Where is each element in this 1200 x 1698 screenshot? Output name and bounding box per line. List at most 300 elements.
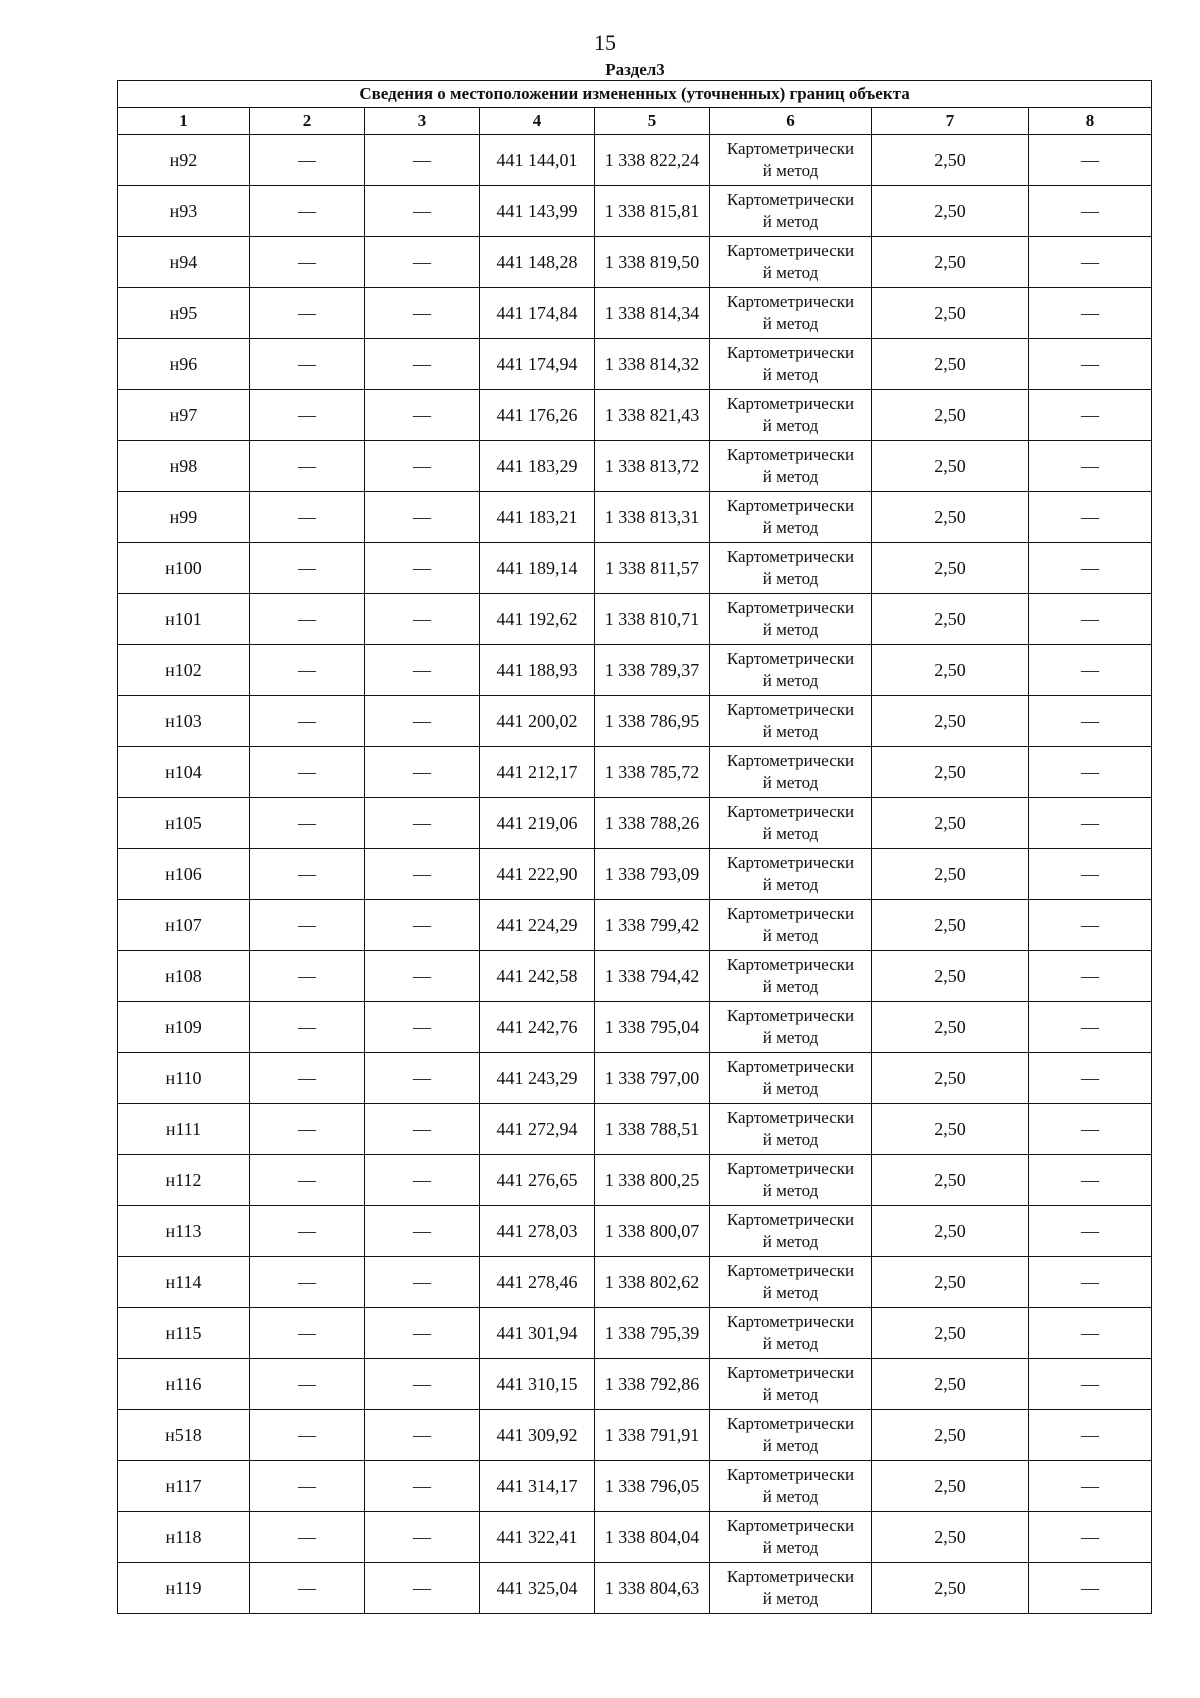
- method-line-2: й метод: [762, 824, 819, 843]
- x-coordinate-cell: 441 143,99: [480, 186, 595, 237]
- column-number: 5: [595, 108, 710, 135]
- method-cell: [710, 1308, 872, 1359]
- column-2-cell: —: [250, 441, 365, 492]
- column-number: 7: [872, 108, 1029, 135]
- method-cell: [710, 849, 872, 900]
- method-line-2: й метод: [762, 314, 819, 333]
- table-caption: Сведения о местоположении измененных (уточненных) границ объекта: [118, 81, 1152, 108]
- method-line-1: Картометрически: [726, 1363, 855, 1382]
- point-name-cell: н95: [118, 288, 250, 339]
- method-line-2: й метод: [762, 1385, 819, 1404]
- precision-cell: 2,50: [872, 288, 1029, 339]
- method-cell: [710, 1155, 872, 1206]
- point-name-cell: н104: [118, 747, 250, 798]
- y-coordinate-cell: 1 338 796,05: [595, 1461, 710, 1512]
- column-3-cell: —: [365, 1563, 480, 1614]
- method-line-2: й метод: [762, 1181, 819, 1200]
- x-coordinate-cell: 441 301,94: [480, 1308, 595, 1359]
- x-coordinate-cell: 441 219,06: [480, 798, 595, 849]
- x-coordinate-cell: 441 148,28: [480, 237, 595, 288]
- column-8-cell: —: [1029, 390, 1152, 441]
- section-title: Раздел3: [605, 60, 665, 79]
- column-3-cell: —: [365, 951, 480, 1002]
- method-cell: [710, 1563, 872, 1614]
- precision-cell: 2,50: [872, 339, 1029, 390]
- method-cell: [710, 288, 872, 339]
- y-coordinate-cell: 1 338 810,71: [595, 594, 710, 645]
- point-name-cell: н109: [118, 1002, 250, 1053]
- method-line-2: й метод: [762, 722, 819, 741]
- method-cell: [710, 1002, 872, 1053]
- method-line-2: й метод: [762, 620, 819, 639]
- method-cell: [710, 135, 872, 186]
- precision-cell: 2,50: [872, 1512, 1029, 1563]
- point-name-cell: н92: [118, 135, 250, 186]
- point-name-cell: н115: [118, 1308, 250, 1359]
- precision-cell: 2,50: [872, 390, 1029, 441]
- x-coordinate-cell: 441 174,94: [480, 339, 595, 390]
- column-number: 2: [250, 108, 365, 135]
- column-3-cell: —: [365, 135, 480, 186]
- table-row: [118, 339, 1152, 390]
- column-3-cell: —: [365, 594, 480, 645]
- column-3-cell: —: [365, 1257, 480, 1308]
- method-line-1: Картометрически: [726, 1108, 855, 1127]
- y-coordinate-cell: 1 338 804,63: [595, 1563, 710, 1614]
- column-8-cell: —: [1029, 135, 1152, 186]
- y-coordinate-cell: 1 338 814,34: [595, 288, 710, 339]
- y-coordinate-cell: 1 338 800,07: [595, 1206, 710, 1257]
- point-name-cell: н101: [118, 594, 250, 645]
- method-line-2: й метод: [762, 875, 819, 894]
- column-8-cell: —: [1029, 849, 1152, 900]
- table-row: [118, 1155, 1152, 1206]
- precision-cell: 2,50: [872, 1461, 1029, 1512]
- method-line-1: Картометрически: [726, 1516, 855, 1535]
- column-2-cell: —: [250, 1563, 365, 1614]
- method-line-1: Картометрически: [726, 649, 855, 668]
- method-line-1: Картометрически: [726, 1312, 855, 1331]
- column-2-cell: —: [250, 492, 365, 543]
- y-coordinate-cell: 1 338 814,32: [595, 339, 710, 390]
- column-3-cell: —: [365, 798, 480, 849]
- point-name-cell: н105: [118, 798, 250, 849]
- method-line-2: й метод: [762, 518, 819, 537]
- x-coordinate-cell: 441 188,93: [480, 645, 595, 696]
- method-line-1: Картометрически: [726, 751, 855, 770]
- method-line-1: Картометрически: [726, 1261, 855, 1280]
- column-2-cell: —: [250, 543, 365, 594]
- method-cell: [710, 645, 872, 696]
- table-row: [118, 1206, 1152, 1257]
- table-row: [118, 849, 1152, 900]
- precision-cell: 2,50: [872, 1563, 1029, 1614]
- method-line-2: й метод: [762, 977, 819, 996]
- column-8-cell: —: [1029, 441, 1152, 492]
- column-number: 6: [710, 108, 872, 135]
- column-8-cell: —: [1029, 1155, 1152, 1206]
- x-coordinate-cell: 441 144,01: [480, 135, 595, 186]
- column-3-cell: —: [365, 1410, 480, 1461]
- column-3-cell: —: [365, 645, 480, 696]
- precision-cell: 2,50: [872, 1257, 1029, 1308]
- precision-cell: 2,50: [872, 696, 1029, 747]
- column-number: 8: [1029, 108, 1152, 135]
- precision-cell: 2,50: [872, 1002, 1029, 1053]
- method-line-2: й метод: [762, 1538, 819, 1557]
- method-line-1: Картометрически: [726, 1006, 855, 1025]
- method-cell: [710, 1410, 872, 1461]
- column-2-cell: —: [250, 390, 365, 441]
- table-row: [118, 798, 1152, 849]
- y-coordinate-cell: 1 338 819,50: [595, 237, 710, 288]
- column-3-cell: —: [365, 747, 480, 798]
- column-2-cell: —: [250, 594, 365, 645]
- point-name-cell: н114: [118, 1257, 250, 1308]
- column-8-cell: —: [1029, 1002, 1152, 1053]
- column-2-cell: —: [250, 1308, 365, 1359]
- method-line-2: й метод: [762, 1232, 819, 1251]
- column-8-cell: —: [1029, 1308, 1152, 1359]
- column-8-cell: —: [1029, 951, 1152, 1002]
- precision-cell: 2,50: [872, 441, 1029, 492]
- method-cell: [710, 594, 872, 645]
- column-8-cell: —: [1029, 288, 1152, 339]
- method-cell: [710, 696, 872, 747]
- table-row: [118, 900, 1152, 951]
- point-name-cell: н108: [118, 951, 250, 1002]
- column-3-cell: —: [365, 1155, 480, 1206]
- x-coordinate-cell: 441 183,21: [480, 492, 595, 543]
- table-row: [118, 237, 1152, 288]
- column-2-cell: —: [250, 339, 365, 390]
- x-coordinate-cell: 441 242,58: [480, 951, 595, 1002]
- precision-cell: 2,50: [872, 594, 1029, 645]
- column-2-cell: —: [250, 747, 365, 798]
- method-line-2: й метод: [762, 1589, 819, 1608]
- column-3-cell: —: [365, 288, 480, 339]
- x-coordinate-cell: 441 243,29: [480, 1053, 595, 1104]
- method-line-1: Картометрически: [726, 241, 855, 260]
- method-line-2: й метод: [762, 212, 819, 231]
- table-row: [118, 951, 1152, 1002]
- column-8-cell: —: [1029, 1206, 1152, 1257]
- point-name-cell: н112: [118, 1155, 250, 1206]
- column-number: 4: [480, 108, 595, 135]
- method-line-2: й метод: [762, 773, 819, 792]
- y-coordinate-cell: 1 338 795,39: [595, 1308, 710, 1359]
- method-line-2: й метод: [762, 161, 819, 180]
- method-line-2: й метод: [762, 1436, 819, 1455]
- column-8-cell: —: [1029, 339, 1152, 390]
- method-line-2: й метод: [762, 365, 819, 384]
- method-line-2: й метод: [762, 1130, 819, 1149]
- method-line-2: й метод: [762, 416, 819, 435]
- column-8-cell: —: [1029, 645, 1152, 696]
- column-3-cell: —: [365, 849, 480, 900]
- x-coordinate-cell: 441 242,76: [480, 1002, 595, 1053]
- method-line-1: Картометрически: [726, 445, 855, 464]
- caption-row: [118, 81, 1152, 108]
- method-line-1: Картометрически: [726, 394, 855, 413]
- method-line-1: Картометрически: [726, 1057, 855, 1076]
- method-line-2: й метод: [762, 671, 819, 690]
- x-coordinate-cell: 441 192,62: [480, 594, 595, 645]
- column-2-cell: —: [250, 1461, 365, 1512]
- table-row: [118, 594, 1152, 645]
- x-coordinate-cell: 441 322,41: [480, 1512, 595, 1563]
- table-row: [118, 492, 1152, 543]
- method-cell: [710, 441, 872, 492]
- table-row: [118, 1308, 1152, 1359]
- x-coordinate-cell: 441 272,94: [480, 1104, 595, 1155]
- column-2-cell: —: [250, 1053, 365, 1104]
- column-2-cell: —: [250, 645, 365, 696]
- column-3-cell: —: [365, 696, 480, 747]
- column-3-cell: —: [365, 1104, 480, 1155]
- column-3-cell: —: [365, 1206, 480, 1257]
- precision-cell: 2,50: [872, 798, 1029, 849]
- method-cell: [710, 951, 872, 1002]
- x-coordinate-cell: 441 314,17: [480, 1461, 595, 1512]
- table-row: [118, 1002, 1152, 1053]
- precision-cell: 2,50: [872, 492, 1029, 543]
- column-8-cell: —: [1029, 1410, 1152, 1461]
- column-2-cell: —: [250, 849, 365, 900]
- column-2-cell: —: [250, 1002, 365, 1053]
- x-coordinate-cell: 441 310,15: [480, 1359, 595, 1410]
- precision-cell: 2,50: [872, 543, 1029, 594]
- precision-cell: 2,50: [872, 186, 1029, 237]
- table-row: [118, 1257, 1152, 1308]
- method-line-1: Картометрически: [726, 190, 855, 209]
- method-line-2: й метод: [762, 569, 819, 588]
- point-name-cell: н119: [118, 1563, 250, 1614]
- column-3-cell: —: [365, 543, 480, 594]
- y-coordinate-cell: 1 338 802,62: [595, 1257, 710, 1308]
- column-8-cell: —: [1029, 543, 1152, 594]
- table-body: [118, 135, 1152, 1614]
- method-line-2: й метод: [762, 1028, 819, 1047]
- method-line-1: Картометрически: [726, 1465, 855, 1484]
- column-8-cell: —: [1029, 186, 1152, 237]
- y-coordinate-cell: 1 338 789,37: [595, 645, 710, 696]
- method-line-2: й метод: [762, 263, 819, 282]
- x-coordinate-cell: 441 222,90: [480, 849, 595, 900]
- y-coordinate-cell: 1 338 815,81: [595, 186, 710, 237]
- table-row: [118, 1512, 1152, 1563]
- method-cell: [710, 339, 872, 390]
- table-row: [118, 747, 1152, 798]
- y-coordinate-cell: 1 338 800,25: [595, 1155, 710, 1206]
- method-line-1: Картометрически: [726, 292, 855, 311]
- method-line-1: Картометрически: [726, 343, 855, 362]
- method-line-1: Картометрически: [726, 700, 855, 719]
- column-3-cell: —: [365, 1461, 480, 1512]
- precision-cell: 2,50: [872, 645, 1029, 696]
- method-cell: [710, 390, 872, 441]
- point-name-cell: н118: [118, 1512, 250, 1563]
- point-name-cell: н102: [118, 645, 250, 696]
- y-coordinate-cell: 1 338 795,04: [595, 1002, 710, 1053]
- precision-cell: 2,50: [872, 1155, 1029, 1206]
- y-coordinate-cell: 1 338 786,95: [595, 696, 710, 747]
- column-3-cell: —: [365, 237, 480, 288]
- y-coordinate-cell: 1 338 821,43: [595, 390, 710, 441]
- table-row: [118, 186, 1152, 237]
- precision-cell: 2,50: [872, 135, 1029, 186]
- table-row: [118, 1410, 1152, 1461]
- method-cell: [710, 1053, 872, 1104]
- method-line-1: Картометрически: [726, 547, 855, 566]
- y-coordinate-cell: 1 338 793,09: [595, 849, 710, 900]
- y-coordinate-cell: 1 338 811,57: [595, 543, 710, 594]
- method-cell: [710, 798, 872, 849]
- precision-cell: 2,50: [872, 1053, 1029, 1104]
- column-3-cell: —: [365, 900, 480, 951]
- method-line-2: й метод: [762, 926, 819, 945]
- point-name-cell: н113: [118, 1206, 250, 1257]
- column-8-cell: —: [1029, 747, 1152, 798]
- method-line-1: Картометрически: [726, 1567, 855, 1586]
- point-name-cell: н94: [118, 237, 250, 288]
- column-2-cell: —: [250, 135, 365, 186]
- method-cell: [710, 543, 872, 594]
- table-row: [118, 696, 1152, 747]
- column-2-cell: —: [250, 696, 365, 747]
- method-line-1: Картометрически: [726, 496, 855, 515]
- point-name-cell: н103: [118, 696, 250, 747]
- x-coordinate-cell: 441 189,14: [480, 543, 595, 594]
- point-name-cell: н111: [118, 1104, 250, 1155]
- column-8-cell: —: [1029, 1461, 1152, 1512]
- column-3-cell: —: [365, 1512, 480, 1563]
- x-coordinate-cell: 441 278,46: [480, 1257, 595, 1308]
- precision-cell: 2,50: [872, 747, 1029, 798]
- x-coordinate-cell: 441 183,29: [480, 441, 595, 492]
- table-row: [118, 1563, 1152, 1614]
- y-coordinate-cell: 1 338 813,72: [595, 441, 710, 492]
- y-coordinate-cell: 1 338 804,04: [595, 1512, 710, 1563]
- column-3-cell: —: [365, 339, 480, 390]
- method-cell: [710, 186, 872, 237]
- column-3-cell: —: [365, 1359, 480, 1410]
- column-3-cell: —: [365, 1053, 480, 1104]
- column-number-row: [118, 108, 1152, 135]
- method-cell: [710, 492, 872, 543]
- table-row: [118, 288, 1152, 339]
- y-coordinate-cell: 1 338 792,86: [595, 1359, 710, 1410]
- precision-cell: 2,50: [872, 1410, 1029, 1461]
- column-8-cell: —: [1029, 798, 1152, 849]
- table-row: [118, 390, 1152, 441]
- method-cell: [710, 747, 872, 798]
- x-coordinate-cell: 441 212,17: [480, 747, 595, 798]
- table-row: [118, 1461, 1152, 1512]
- point-name-cell: н117: [118, 1461, 250, 1512]
- y-coordinate-cell: 1 338 794,42: [595, 951, 710, 1002]
- column-2-cell: —: [250, 1410, 365, 1461]
- method-line-1: Картометрически: [726, 802, 855, 821]
- method-cell: [710, 1257, 872, 1308]
- column-2-cell: —: [250, 237, 365, 288]
- column-8-cell: —: [1029, 1257, 1152, 1308]
- y-coordinate-cell: 1 338 822,24: [595, 135, 710, 186]
- table-row: [118, 441, 1152, 492]
- column-8-cell: —: [1029, 900, 1152, 951]
- method-line-1: Картометрически: [726, 1210, 855, 1229]
- point-name-cell: н96: [118, 339, 250, 390]
- table-row: [118, 543, 1152, 594]
- precision-cell: 2,50: [872, 849, 1029, 900]
- x-coordinate-cell: 441 200,02: [480, 696, 595, 747]
- point-name-cell: н110: [118, 1053, 250, 1104]
- method-line-1: Картометрически: [726, 955, 855, 974]
- y-coordinate-cell: 1 338 788,26: [595, 798, 710, 849]
- column-3-cell: —: [365, 441, 480, 492]
- column-8-cell: —: [1029, 1512, 1152, 1563]
- precision-cell: 2,50: [872, 237, 1029, 288]
- method-line-2: й метод: [762, 467, 819, 486]
- point-name-cell: н116: [118, 1359, 250, 1410]
- column-2-cell: —: [250, 186, 365, 237]
- column-3-cell: —: [365, 390, 480, 441]
- method-line-1: Картометрически: [726, 139, 855, 158]
- method-line-1: Картометрически: [726, 1414, 855, 1433]
- method-cell: [710, 1359, 872, 1410]
- y-coordinate-cell: 1 338 799,42: [595, 900, 710, 951]
- method-line-2: й метод: [762, 1334, 819, 1353]
- point-name-cell: н106: [118, 849, 250, 900]
- table-head: [118, 81, 1152, 135]
- column-3-cell: —: [365, 1002, 480, 1053]
- column-2-cell: —: [250, 1206, 365, 1257]
- precision-cell: 2,50: [872, 951, 1029, 1002]
- precision-cell: 2,50: [872, 1359, 1029, 1410]
- point-name-cell: н518: [118, 1410, 250, 1461]
- x-coordinate-cell: 441 278,03: [480, 1206, 595, 1257]
- method-line-1: Картометрически: [726, 904, 855, 923]
- column-8-cell: —: [1029, 696, 1152, 747]
- column-2-cell: —: [250, 1512, 365, 1563]
- y-coordinate-cell: 1 338 797,00: [595, 1053, 710, 1104]
- column-2-cell: —: [250, 798, 365, 849]
- x-coordinate-cell: 441 176,26: [480, 390, 595, 441]
- x-coordinate-cell: 441 309,92: [480, 1410, 595, 1461]
- boundary-coordinates-table: [117, 80, 1152, 1614]
- table-row: [118, 1359, 1152, 1410]
- method-line-2: й метод: [762, 1487, 819, 1506]
- point-name-cell: н93: [118, 186, 250, 237]
- column-number: 1: [118, 108, 250, 135]
- column-2-cell: —: [250, 900, 365, 951]
- column-3-cell: —: [365, 492, 480, 543]
- x-coordinate-cell: 441 224,29: [480, 900, 595, 951]
- table-row: [118, 645, 1152, 696]
- column-8-cell: —: [1029, 594, 1152, 645]
- method-cell: [710, 1461, 872, 1512]
- method-line-1: Картометрически: [726, 853, 855, 872]
- page-number: 15: [594, 30, 616, 55]
- point-name-cell: н99: [118, 492, 250, 543]
- column-2-cell: —: [250, 1155, 365, 1206]
- method-cell: [710, 1104, 872, 1155]
- table-row: [118, 135, 1152, 186]
- method-cell: [710, 1206, 872, 1257]
- y-coordinate-cell: 1 338 785,72: [595, 747, 710, 798]
- column-8-cell: —: [1029, 237, 1152, 288]
- column-2-cell: —: [250, 1257, 365, 1308]
